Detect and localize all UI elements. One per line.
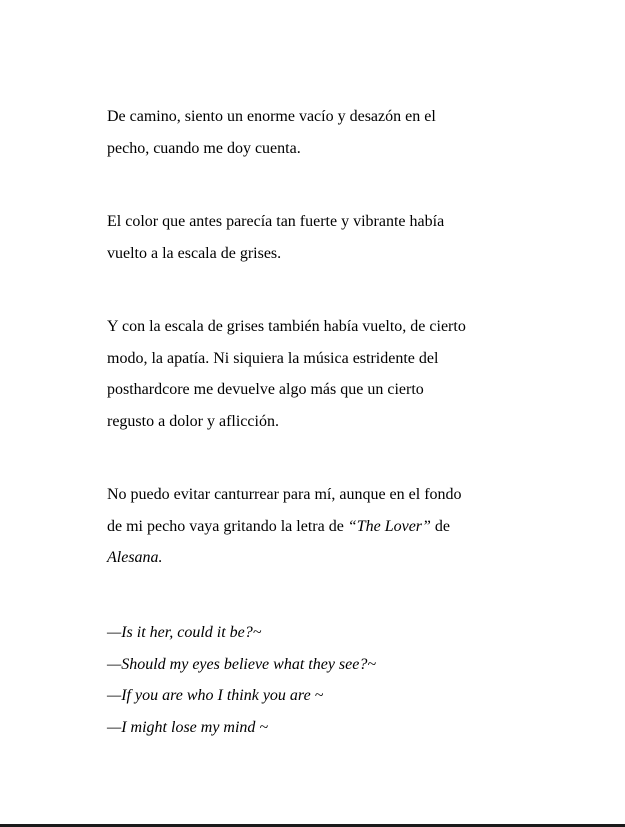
lyrics-block (107, 617, 376, 743)
text-line: El color que antes parecía tan fuerte y vibrante había (107, 213, 445, 230)
lyric-line: —If you are who I think you are ~ (107, 687, 324, 704)
paragraph-2 (107, 206, 527, 269)
text-line: pecho, cuando me doy cuenta. (107, 139, 301, 157)
paragraph-1 (107, 101, 527, 164)
lyric-line: —Should my eyes believe what they see?~ (107, 655, 377, 673)
song-title: “The Lover” (347, 517, 431, 535)
text-line: Y con la escala de grises también había vuelto, de cierto (107, 318, 466, 335)
text-line: modo, la apatía. Ni siquiera la música estridente del (107, 349, 439, 367)
paragraph-3 (107, 311, 527, 437)
lyric-line: —Is it her, could it be?~ (107, 624, 262, 641)
paragraph-4 (107, 479, 527, 574)
band-name: Alesana. (107, 549, 163, 566)
lyric-line: —I might lose my mind ~ (107, 718, 269, 736)
text-line: No puedo evitar canturrear para mí, aunque en el fondo (107, 486, 462, 503)
text-line: vuelto a la escala de grises. (107, 244, 282, 262)
text-line: regusto a dolor y aflicción. (107, 412, 279, 430)
text-segment: de (430, 517, 451, 535)
text-line (107, 511, 527, 543)
text-line: De camino, siento un enorme vacío y desazón en el (107, 108, 436, 125)
text-segment: de mi pecho vaya gritando la letra de (107, 517, 348, 535)
text-line: posthardcore me devuelve algo más que un cierto (107, 381, 424, 398)
